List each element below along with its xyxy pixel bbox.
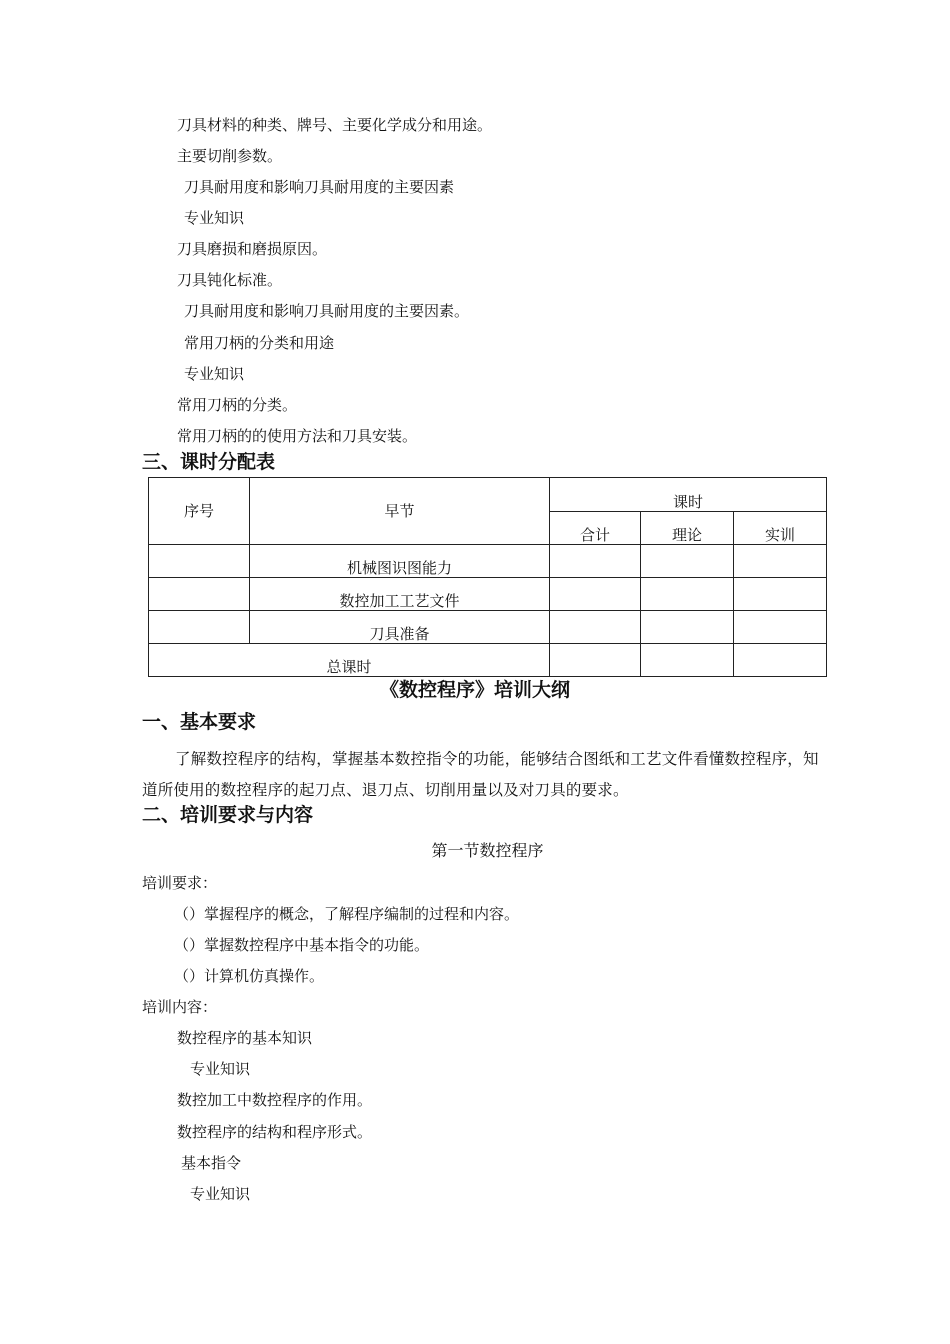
text-line: 主要切削参数。	[177, 147, 283, 165]
section-heading: 三、课时分配表	[142, 451, 276, 473]
text-line: 数控程序的结构和程序形式。	[177, 1123, 373, 1141]
header-theory: 理论	[641, 511, 734, 545]
text-line: 常用刀柄的分类和用途	[184, 334, 335, 352]
chapter-cell: 机械图识图能力	[250, 545, 550, 578]
table-row	[149, 611, 827, 644]
header-chapter: 早节	[250, 478, 550, 545]
text-line: 专业知识	[184, 209, 245, 227]
text-line: 常用刀柄的的使用方法和刀具安装。	[177, 427, 418, 445]
text-line: 常用刀柄的分类。	[177, 396, 298, 414]
text-line: 刀具材料的种类、牌号、主要化学成分和用途。	[177, 116, 493, 134]
text-line: 数控程序的基本知识	[177, 1029, 313, 1047]
table-row	[149, 644, 827, 677]
hours-table	[148, 477, 827, 677]
header-seq: 序号	[149, 478, 250, 545]
document-title: 《数控程序》培训大纲	[379, 679, 570, 701]
total-cell: 总课时	[149, 644, 550, 677]
label-content: 培训内容：	[142, 998, 218, 1016]
section-heading: 二、培训要求与内容	[142, 804, 314, 826]
text-line: 刀具钝化标准。	[177, 271, 283, 289]
list-item: （）计算机仿真操作。	[174, 967, 325, 985]
table-row	[149, 578, 827, 611]
header-total: 合计	[550, 511, 641, 545]
text-line: 专业知识	[190, 1060, 251, 1078]
text-line: 数控加工中数控程序的作用。	[177, 1091, 373, 1109]
text-line: 刀具耐用度和影响刀具耐用度的主要因素	[184, 178, 455, 196]
header-practice: 实训	[734, 511, 827, 545]
chapter-cell: 数控加工工艺文件	[250, 578, 550, 611]
table-row	[149, 545, 827, 578]
list-item: （）掌握程序的概念，了解程序编制的过程和内容。	[174, 905, 520, 923]
text-line: 刀具耐用度和影响刀具耐用度的主要因素。	[184, 302, 470, 320]
text-line: 刀具磨损和磨损原因。	[177, 240, 328, 258]
paragraph: 了解数控程序的结构，掌握基本数控指令的功能，能够结合图纸和工艺文件看懂数控程序，知道所使用的数控程序的起刀点、退刀点、切削用量以及对刀具的要求。	[142, 750, 819, 799]
list-item: （）掌握数控程序中基本指令的功能。	[174, 936, 430, 954]
text-line: 专业知识	[184, 365, 245, 383]
chapter-title: 第一节数控程序	[431, 841, 544, 860]
text-line: 基本指令	[181, 1154, 242, 1172]
header-hours: 课时	[550, 478, 827, 512]
chapter-cell: 刀具准备	[250, 611, 550, 644]
text-line: 专业知识	[190, 1185, 251, 1203]
section-heading: 一、基本要求	[142, 711, 257, 733]
label-requirements: 培训要求：	[142, 874, 218, 892]
